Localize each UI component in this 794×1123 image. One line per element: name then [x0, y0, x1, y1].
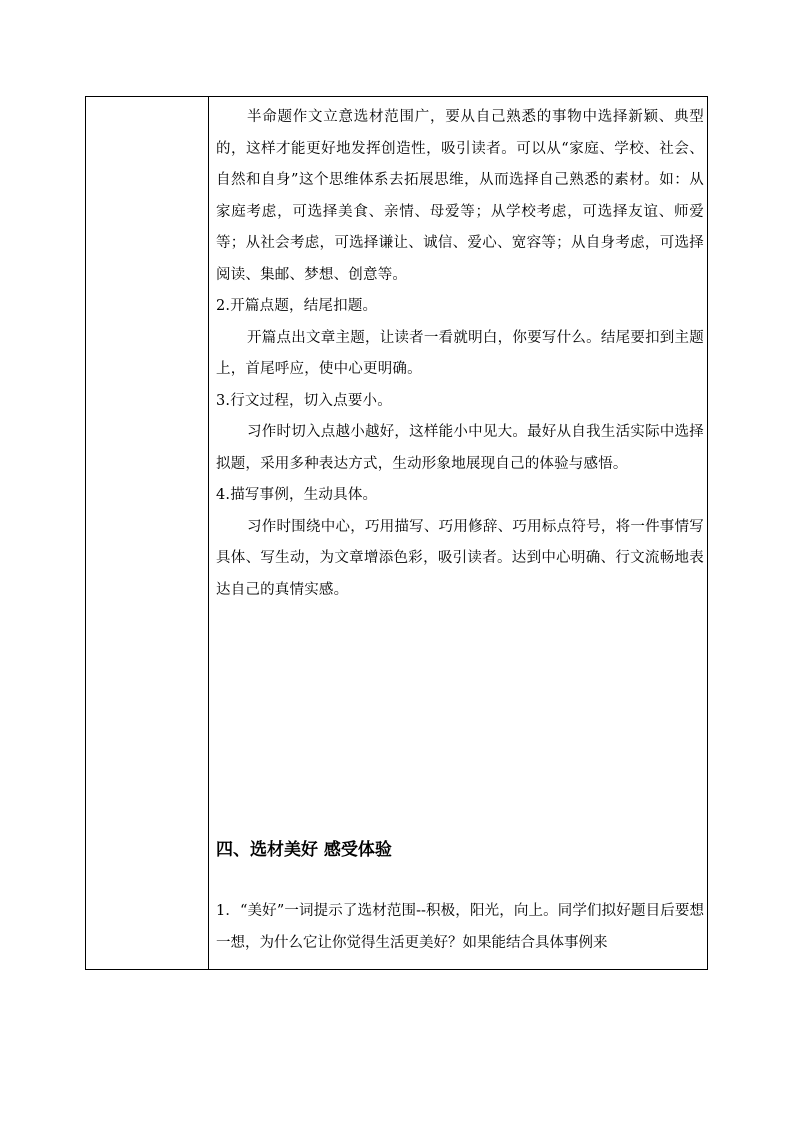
paragraph-point-3-body: 习作时切入点越小越好，这样能小中见大。最好从自我生活实际中选择拟题，采用多种表达方式，生动形象地展现自己的体验与感悟。: [216, 424, 704, 472]
paragraph-point-3-title: 3.行文过程，切入点要小。: [216, 392, 392, 409]
paragraph-point-2-title: 2.开篇点题，结尾扣题。: [216, 298, 378, 314]
paragraph-material-selection: 半命题作文立意选材范围广，要从自己熟悉的事物中选择新颖、典型的，这样才能更好地发挥创造性，吸引读者。可以从“家庭、学校、社会、自然和自身”这个思维体系去拓展思维，从而选择自己熟悉的素材。如：从家庭考虑，可选择美食、亲情、母爱等；从学校考虑，可选择友谊、师爱等；从社会考虑，可选择谦让、诚信、爱心、宽容等；从自身考虑，可选择阅读、集邮、梦想、创意等。: [216, 109, 704, 283]
column-divider: [208, 97, 209, 969]
body-text-block: [216, 102, 704, 606]
section-paragraph: 1．“美好”一词提示了选材范围--积极，阳光，向上。同学们拟好题目后要想一想，为什么它让你觉得生活更美好？如果能结合具体事例来: [216, 903, 704, 951]
paragraph-point-4-body: 习作时围绕中心，巧用描写、巧用修辞、巧用标点符号，将一件事情写具体、写生动，为文章增添色彩，吸引读者。达到中心明确、行文流畅地表达自己的真情实感。: [216, 518, 704, 598]
paragraph-point-2-body: 开篇点出文章主题，让读者一看就明白，你要写什么。结尾要扣到主题上，首尾呼应，使中心更明确。: [216, 329, 704, 377]
paragraph-point-4-title: 4.描写事例，生动具体。: [216, 487, 378, 503]
section-heading: 四、选材美好 感受体验: [216, 840, 392, 860]
